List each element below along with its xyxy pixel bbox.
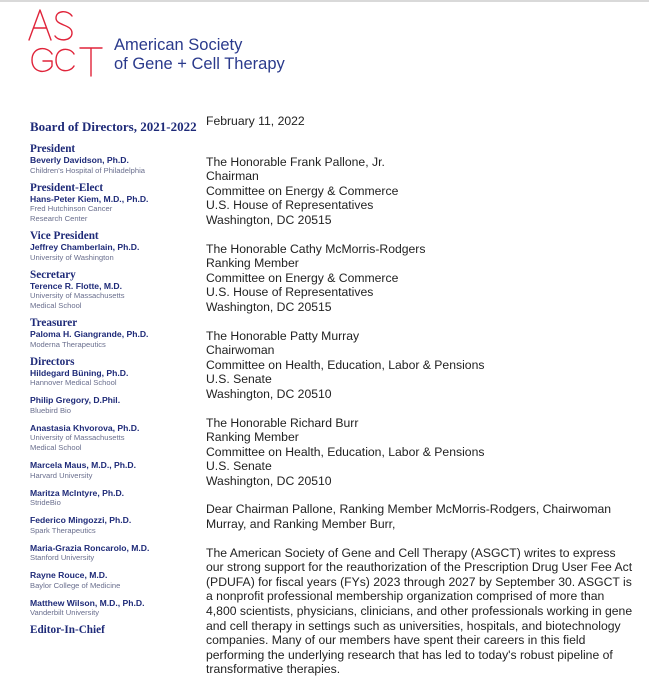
member-affiliation: Children's Hospital of Philadelphia: [30, 165, 146, 175]
board-member: [30, 570, 200, 591]
board-group: [30, 317, 200, 350]
address-line: Washington, DC 20510: [206, 473, 332, 488]
recipient-address: [206, 329, 636, 402]
org-name-line-1: American Society: [114, 36, 243, 54]
member-affiliation: StrideBio: [30, 498, 61, 507]
board-group: [30, 269, 200, 312]
address-line: Ranking Member: [206, 430, 299, 445]
address-line: Committee on Energy & Commerce: [206, 270, 399, 285]
recipient-address: [206, 242, 636, 315]
address-line: Committee on Health, Education, Labor & Pensions: [206, 357, 485, 372]
board-role: Secretary: [30, 268, 76, 281]
member-name: Maritza McIntyre, Ph.D.: [30, 487, 125, 498]
member-affiliation: University of Washington: [30, 252, 114, 262]
address-line: Chairwoman: [206, 343, 275, 358]
member-affiliation: Medical School: [30, 443, 82, 452]
address-line: The Honorable Richard Burr: [206, 415, 359, 430]
member-name: Hildegard Büning, Ph.D.: [30, 367, 129, 378]
member-name: Maria-Grazia Roncarolo, M.D.: [30, 542, 150, 553]
member-name: Hans-Peter Kiem, M.D., Ph.D.: [30, 193, 149, 204]
board-sidebar: [30, 119, 200, 642]
board-member: [30, 423, 200, 454]
member-affiliation: Harvard University: [30, 470, 93, 480]
member-affiliation: Baylor College of Medicine: [30, 580, 121, 590]
board-member: [30, 194, 200, 225]
board-role: President-Elect: [30, 181, 104, 194]
asgct-logo: [26, 4, 108, 84]
member-name: Matthew Wilson, M.D., Ph.D.: [30, 597, 145, 608]
member-affiliation: Vanderbilt University: [30, 608, 100, 617]
address-line: The Honorable Patty Murray: [206, 328, 360, 343]
org-name-line-2: of Gene + Cell Therapy: [114, 55, 285, 73]
address-line: Committee on Energy & Commerce: [206, 183, 399, 198]
address-line: U.S. House of Representatives: [206, 198, 374, 213]
member-affiliation: Stanford University: [30, 553, 95, 562]
address-line: Chairman: [206, 169, 259, 184]
letter-body: [206, 114, 636, 691]
member-name: Paloma H. Giangrande, Ph.D.: [30, 329, 149, 339]
address-line: The Honorable Frank Pallone, Jr.: [206, 154, 385, 169]
board-group: [30, 182, 200, 225]
member-name: Jeffrey Chamberlain, Ph.D.: [30, 242, 140, 252]
board-member: [30, 155, 200, 176]
member-name: Terence R. Flotte, M.D.: [30, 280, 122, 291]
member-name: Rayne Rouce, M.D.: [30, 570, 108, 580]
member-affiliation: Fred Hutchinson Cancer: [30, 204, 113, 213]
member-affiliation: University of Massachusetts: [30, 433, 125, 442]
board-member: [30, 460, 200, 481]
board-member: [30, 395, 200, 416]
member-affiliation: Research Center: [30, 214, 88, 223]
board-role: Treasurer: [30, 317, 78, 329]
board-role: Editor-In-Chief: [30, 624, 105, 636]
member-name: Beverly Davidson, Ph.D.: [30, 155, 129, 165]
member-name: Anastasia Khvorova, Ph.D.: [30, 422, 140, 433]
address-line: U.S. Senate: [206, 372, 272, 387]
top-border: [0, 0, 649, 2]
member-affiliation: Moderna Therapeutics: [30, 339, 106, 349]
address-line: U.S. Senate: [206, 459, 272, 474]
salutation: Dear Chairman Pallone, Ranking Member McMorris-Rodgers, Chairwoman Murray, and Ranking Member Burr,: [206, 502, 612, 532]
member-name: Federico Mingozzi, Ph.D.: [30, 515, 132, 525]
letter-date: February 11, 2022: [206, 114, 305, 128]
organization-name: [114, 36, 285, 74]
address-line: Washington, DC 20515: [206, 212, 332, 227]
board-member: [30, 281, 200, 312]
member-affiliation: Hannover Medical School: [30, 378, 117, 387]
board-group: [30, 143, 200, 176]
recipient-address: [206, 416, 636, 489]
member-affiliation: University of Massachusetts: [30, 291, 125, 300]
board-member: [30, 368, 200, 389]
board-member: [30, 598, 200, 619]
address-line: Ranking Member: [206, 256, 299, 271]
address-line: Washington, DC 20510: [206, 386, 332, 401]
board-member: [30, 515, 200, 536]
address-line: U.S. House of Representatives: [206, 285, 374, 300]
address-line: Washington, DC 20515: [206, 299, 332, 314]
address-line: The Honorable Cathy McMorris-Rodgers: [206, 241, 426, 256]
board-member: [30, 543, 200, 564]
board-role: Directors: [30, 355, 75, 368]
body-paragraph: The American Society of Gene and Cell Therapy (ASGCT) writes to express our strong support for the reauthorization of the Prescription Drug User Fee Act (PDUFA) for fiscal years (FYs) 2023 through 2027 by September 30. ASGCT is a nonprofit professional membership organization comprised of more than 4,800 scientists, physicians, clinicians, and other professionals working in gene and cell therapy in settings such as universities, hospitals, and biotechnology companies. Many of our members have spent their careers in this field performing the underlying research that has led to today's robust pipeline of transformative therapies.: [206, 545, 633, 677]
board-title: Board of Directors, 2021-2022: [30, 119, 197, 134]
board-group: [30, 356, 200, 619]
board-member: [30, 488, 200, 509]
address-line: Committee on Health, Education, Labor & Pensions: [206, 444, 485, 459]
recipient-address: [206, 155, 636, 228]
board-role: Vice President: [30, 230, 99, 242]
board-groups: [30, 143, 200, 636]
member-affiliation: Bluebird Bio: [30, 405, 71, 415]
board-group: [30, 230, 200, 263]
board-group: [30, 624, 200, 636]
member-name: Marcela Maus, M.D., Ph.D.: [30, 460, 137, 470]
member-affiliation: Medical School: [30, 301, 82, 310]
board-member: [30, 329, 200, 350]
member-name: Philip Gregory, D.Phil.: [30, 395, 121, 405]
board-member: [30, 242, 200, 263]
member-affiliation: Spark Therapeutics: [30, 525, 96, 535]
board-role: President: [30, 143, 76, 155]
address-blocks: [206, 155, 636, 489]
